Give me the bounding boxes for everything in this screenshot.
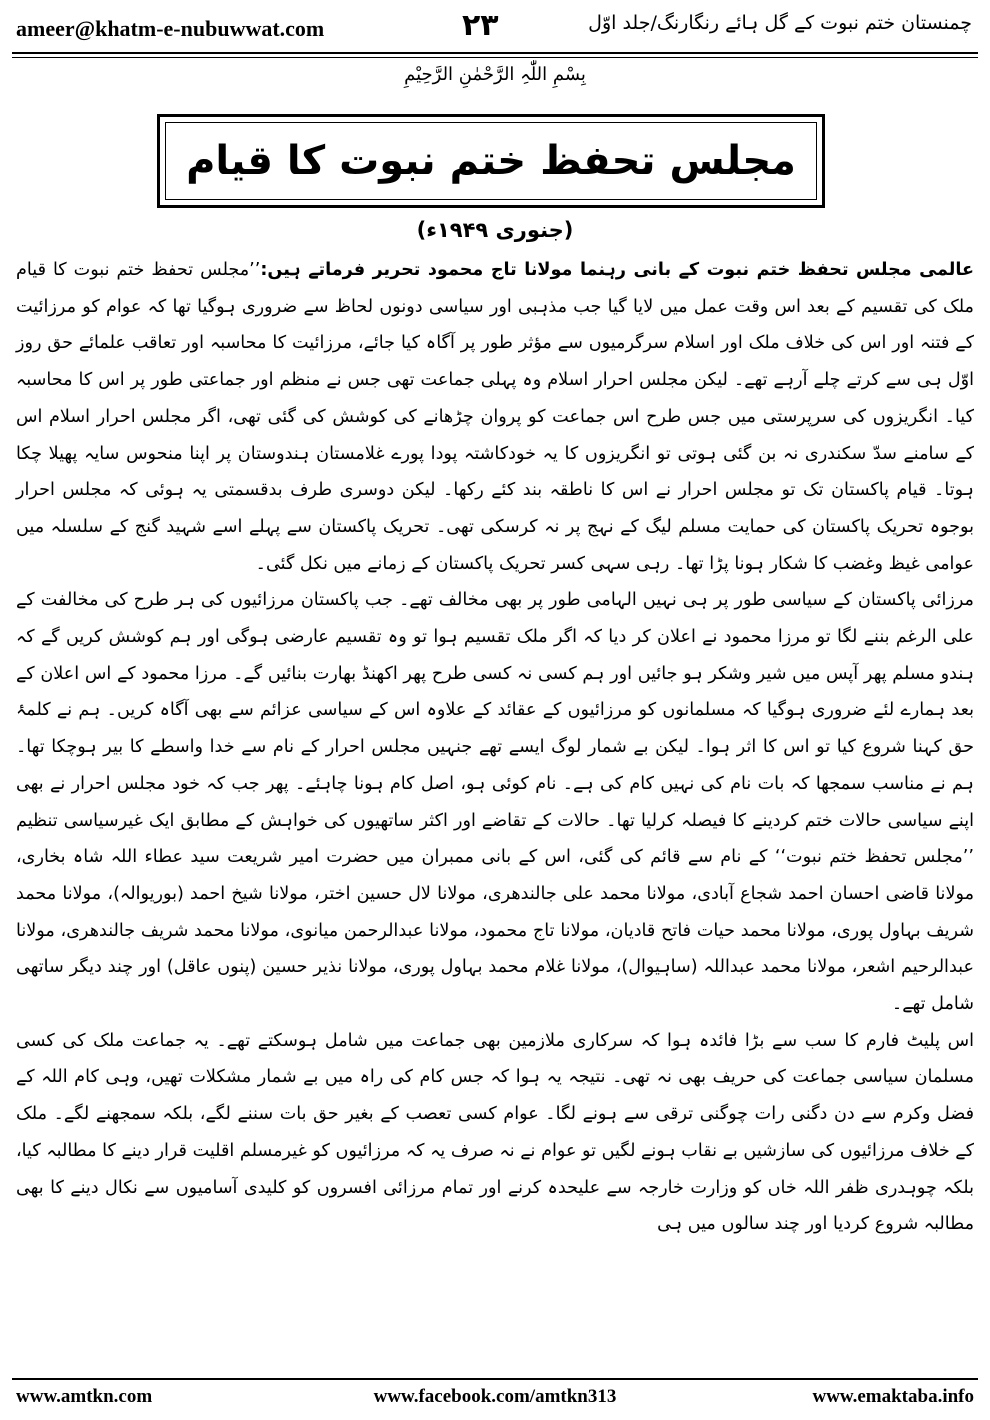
paragraph-3-text: اس پلیٹ فارم کا سب سے بڑا فائدہ ہوا کہ سرکاری ملازمین بھی جماعت میں شامل ہوسکتے تھے۔ یہ جماعت ملک کی کسی مسلمان سیاسی جماعت کی حریف بھی نہ تھی۔ نتیجہ یہ ہوا کہ جس کام کی راہ میں بے شمار مشکلات تھیں، وہی کام اللہ کے فضل وکرم سے دن دگنی رات چوگنی ترقی سے ہونے لگا۔ عوام کسی تعصب کے بغیر حق بات سننے لگے، بلکہ سمجھنے لگے۔ ملک کے خلاف مرزائیوں کی سازشیں بے نقاب ہونے لگیں تو عوام نے نہ صرف یہ کہ مرزائیوں کو غیرمسلم اقلیت قرار دینے کا مطالبہ کیا، بلکہ چوہدری ظفر اللہ خاں کو وزارت خارجہ سے علیحدہ کرنے اور تمام مرزائی افسروں کو کلیدی آسامیوں سے نکال دینے کا بھی مطالبہ شروع کردیا اور چند سالوں میں ہی xyxy=(16,1030,974,1235)
paragraph-2-text: مرزائی پاکستان کے سیاسی طور پر ہی نہیں الہامی طور پر بھی مخالف تھے۔ جب پاکستان مرزائیوں کی ہر طرح کی مخالفت کے علی الرغم بننے لگا تو مرزا محمود نے اعلان کر دیا کہ اگر ملک تقسیم ہوا تو وہ تقسیم عارضی ہوگی اور ہم کوشش کریں گے کہ ہندو مسلم پھر آپس میں شیر وشکر ہو جائیں اور ہم کسی نہ کسی طرح پھر اکھنڈ بھارت بنائیں گے۔ مرزا محمود کے اس اعلان کے بعد ہمارے لئے ضروری ہوگیا کہ مسلمانوں کو مرزائیوں کے عقائد کے علاوہ اس کے سیاسی عزائم سے بھی آگاہ کریں۔ ہم نے کلمۂ حق کہنا شروع کیا تو اس کا اثر ہوا۔ لیکن بے شمار لوگ ایسے تھے جنہیں مجلس احرار کے نام سے خدا واسطے کا بیر ہوچکا تھا۔ ہم نے مناسب سمجھا کہ بات نام کی نہیں کام کی ہے۔ نام کوئی ہو، اصل کام ہونا چاہئے۔ پھر جب کہ خود مجلس احرار نے بھی اپنے سیاسی حالات ختم کردینے کا فیصلہ کرلیا تھا۔ حالات کے تقاضے اور اکثر ساتھیوں کی خواہش کے مطابق ایک غیرسیاسی تنظیم ’’مجلس تحفظ ختم نبوت‘‘ کے نام سے قائم کی گئی، اس کے بانی ممبران میں حضرت امیر شریعت سید عطاء اللہ شاہ بخاری، مولانا قاضی احسان احمد شجاع آبادی، مولانا محمد علی جالندھری، مولانا لال حسین اختر، مولانا شیخ احمد (بوریوالہ)، مولانا محمد شریف بہاول پوری، مولانا محمد حیات فاتح قادیان، مولانا تاج محمود، مولانا عبدالرحمن میانوی، مولانا محمد شریف جالندھری، مولانا عبدالرحیم اشعر، مولانا محمد عبداللہ (ساہیوال)، مولانا غلام محمد بہاول پوری، مولانا نذیر حسین (پنوں عاقل) اور چند دیگر ساتھی شامل تھے۔ xyxy=(16,590,974,1015)
chapter-title: مجلس تحفظ ختم نبوت کا قیام xyxy=(186,138,796,184)
book-title: چمنستان ختم نبوت کے گل ہائے رنگارنگ/جلد اوّل xyxy=(588,12,972,34)
footer-link-amtkn[interactable]: www.amtkn.com xyxy=(16,1386,153,1407)
footer-link-facebook[interactable]: www.facebook.com/amtkn313 xyxy=(373,1386,617,1407)
footer-divider xyxy=(12,1378,978,1380)
paragraph-1-text: ’’مجلس تحفظ ختم نبوت کا قیام ملک کی تقسیم کے بعد اس وقت عمل میں لایا گیا جب مذہبی اور سیاسی دونوں لحاظ سے ضروری ہوگیا تھا کہ عوام کو مرزائیت کے فتنہ اور اس کی خلاف ملک اور اسلام سرگرمیوں سے مؤثر طور پر آگاہ کیا جائے، مرزائیت کا محاسبہ اور تعاقب علمائے حق روز اوّل ہی سے کرتے چلے آرہے تھے۔ لیکن مجلس احرار اسلام وہ پہلی جماعت تھی جس نے منظم اور جماعتی طور پر اس کا محاسبہ کیا۔ انگریزوں کی سرپرستی میں جس طرح اس جماعت کو پروان چڑھانے کی کوشش کی گئی تھی، اگر مجلس احرار اسلام اس کے سامنے سدّ سکندری نہ بن گئی ہوتی تو انگریزوں کا یہ خودکاشتہ پودا پورے غلامستان ہندوستان پر اپنا منحوس سایہ پھیلا چکا ہوتا۔ قیام پاکستان تک تو مجلس احرار نے اس کا ناطقہ بند کئے رکھا۔ لیکن دوسری طرف بدقسمتی یہ ہوئی کہ مجلس احرار بوجوہ تحریک پاکستان کی حمایت مسلم لیگ کے نہج پر نہ کرسکی تھی۔ تحریک پاکستان سے پہلے اسے شہید گنج کے سلسلہ میں عوامی غیظ وغضب کا شکار ہونا پڑا تھا۔ رہی سہی کسر تحریک پاکستان کے زمانے میں نکل گئی۔ xyxy=(16,260,974,574)
page-number: ۲۳ xyxy=(462,8,499,43)
header-divider-thin xyxy=(12,57,978,58)
footer-link-emaktaba[interactable]: www.emaktaba.info xyxy=(812,1386,974,1407)
paragraph-2 xyxy=(16,582,974,1022)
page-footer xyxy=(0,1386,990,1416)
header-email[interactable]: ameer@khatm-e-nubuwwat.com xyxy=(16,16,325,41)
page-header xyxy=(0,0,990,56)
header-divider xyxy=(12,52,978,54)
body-text xyxy=(16,252,974,1243)
paragraph-1 xyxy=(16,252,974,582)
paragraph-3 xyxy=(16,1023,974,1243)
title-frame xyxy=(157,114,825,208)
paragraph-1-lead: عالمی مجلس تحفظ ختم نبوت کے بانی رہنما مولانا تاج محمود تحریر فرماتے ہیں: xyxy=(260,260,975,280)
bismillah: بِسْمِ اللّٰہِ الرَّحْمٰنِ الرَّحِیْمِ xyxy=(404,64,586,85)
chapter-date: (جنوری ۱۹۴۹ء) xyxy=(416,218,574,242)
